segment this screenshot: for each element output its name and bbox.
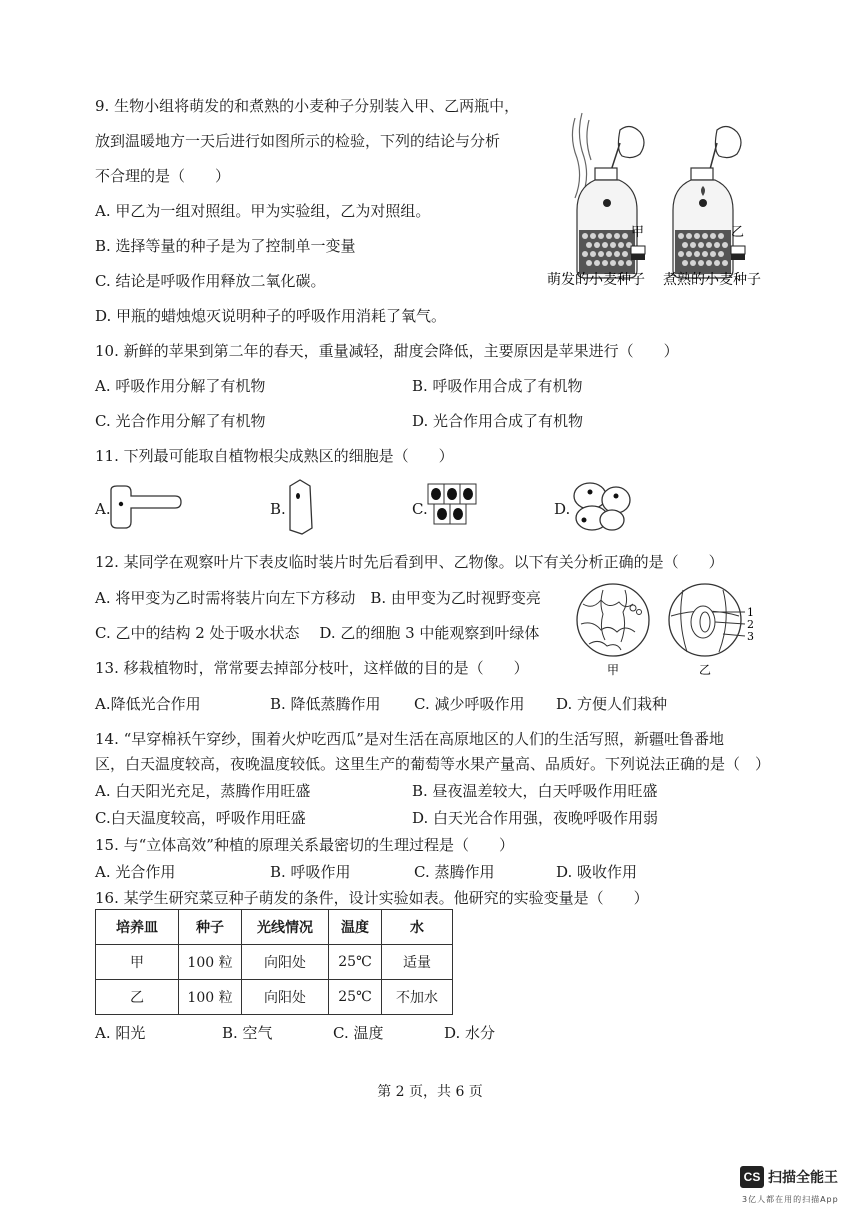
q11-option-b: B. [270,500,286,518]
brand-tagline: 3亿人都在用的扫描App [742,1195,839,1204]
q14-stem-line1: 14. “早穿棉袄午穿纱，围着火炉吃西瓜”是对生活在高原地区的人们的生活写照，新疆吐鲁番地 [95,730,724,748]
q12-microscope-figure [573,582,763,678]
brand-name: 扫描全能王 [768,1170,838,1186]
table-header: 光线情况 [242,910,329,945]
q15-stem: 15. 与“立体高效”种植的原理关系最密切的生理过程是（ ） [95,836,514,854]
table-cell: 25℃ [329,980,382,1015]
q9-stem-line2: 放到温暖地方一天后进行如图所示的检验，下列的结论与分析 [95,132,501,150]
q16-option-b: B. 空气 [222,1024,273,1042]
table-cell: 适量 [382,945,453,980]
q13-stem: 13. 移栽植物时，常常要去掉部分枝叶，这样做的目的是（ ） [95,659,529,677]
q9-option-b: B. 选择等量的种子是为了控制单一变量 [95,237,356,255]
q16-experiment-table [95,909,453,1015]
round-cells-icon [570,480,632,532]
q13-option-b: B. 降低蒸腾作用 [270,695,381,713]
table-cell: 甲 [96,945,179,980]
table-row [96,945,453,980]
q12-stem: 12. 某同学在观察叶片下表皮临时装片时先后看到甲、乙物像。以下有关分析正确的是（ ） [95,553,724,571]
q10-stem: 10. 新鲜的苹果到第二年的春天，重量减轻，甜度会降低，主要原因是苹果进行（ ） [95,342,679,360]
q14-option-a: A. 白天阳光充足，蒸腾作用旺盛 [95,782,311,800]
q16-option-a: A. 阳光 [95,1024,146,1042]
page-number: 第 2 页，共 6 页 [377,1084,483,1100]
q15-option-c: C. 蒸腾作用 [414,863,495,881]
table-header: 温度 [329,910,382,945]
meristem-cells-icon [426,482,480,528]
q9-caption-right: 煮熟的小麦种子 [663,272,761,288]
cooked-seeds-icon [675,230,731,274]
q15-option-b: B. 呼吸作用 [270,863,351,881]
q9-label-jia: 甲 [631,225,645,240]
q10-option-b: B. 呼吸作用合成了有机物 [412,377,583,395]
q9-bottle-figure [545,108,780,293]
q16-option-c: C. 温度 [333,1024,384,1042]
q9-option-c: C. 结论是呼吸作用释放二氧化碳。 [95,272,326,290]
q9-option-d: D. 甲瓶的蜡烛熄灭说明种子的呼吸作用消耗了氧气。 [95,307,447,325]
q11-stem: 11. 下列最可能取自植物根尖成熟区的细胞是（ ） [95,447,454,465]
q14-option-c: C.白天温度较高，呼吸作用旺盛 [95,809,306,827]
q10-option-c: C. 光合作用分解了有机物 [95,412,266,430]
q15-option-a: A. 光合作用 [95,863,176,881]
q12-label-2: 2 [747,618,754,631]
q9-stem-line1: 9. 生物小组将萌发的和煮熟的小麦种子分别装入甲、乙两瓶中， [95,97,520,115]
q12-options-cd: C. 乙中的结构 2 处于吸水状态 D. 乙的细胞 3 中能观察到叶绿体 [95,624,540,642]
q11-option-c: C. [412,500,428,518]
q10-option-a: A. 呼吸作用分解了有机物 [95,377,266,395]
q16-option-d: D. 水分 [444,1024,496,1042]
table-row [96,980,453,1015]
q12-options-ab: A. 将甲变为乙时需将装片向左下方移动 B. 由甲变为乙时视野变亮 [95,589,541,607]
q13-option-c: C. 减少呼吸作用 [414,695,525,713]
q14-stem-line2: 区，白天温度较高，夜晚温度较低。这里生产的葡萄等水果产量高、品质好。下列说法正确的是（ ） [95,755,771,773]
q12-label-1: 1 [747,606,754,619]
germinating-seeds-icon [579,230,635,274]
q13-option-d: D. 方便人们栽种 [556,695,668,713]
camscanner-logo-icon: CS [740,1166,764,1188]
q16-stem: 16. 某学生研究菜豆种子萌发的条件，设计实验如表。他研究的实验变量是（ ） [95,889,649,907]
q11-option-d: D. [554,500,571,518]
q12-label-yi: 乙 [699,663,712,677]
table-cell: 向阳处 [242,980,329,1015]
q9-label-yi: 乙 [731,225,745,240]
q14-option-b: B. 昼夜温差较大，白天呼吸作用旺盛 [412,782,658,800]
elongated-cell-icon [284,478,314,536]
table-header: 水 [382,910,453,945]
table-cell: 不加水 [382,980,453,1015]
table-cell: 向阳处 [242,945,329,980]
q10-option-d: D. 光合作用合成了有机物 [412,412,584,430]
table-header: 培养皿 [96,910,179,945]
table-cell: 25℃ [329,945,382,980]
q13-option-a: A.降低光合作用 [95,695,201,713]
q12-label-jia: 甲 [607,663,620,677]
table-header-row [96,910,453,945]
table-cell: 乙 [96,980,179,1015]
table-cell: 100 粒 [179,945,242,980]
q12-label-3: 3 [747,630,754,643]
q9-option-a: A. 甲乙为一组对照组。甲为实验组，乙为对照组。 [95,202,431,220]
q15-option-d: D. 吸收作用 [556,863,638,881]
q11-option-a: A. [95,500,111,518]
table-header: 种子 [179,910,242,945]
table-cell: 100 粒 [179,980,242,1015]
q14-option-d: D. 白天光合作用强，夜晚呼吸作用弱 [412,809,659,827]
q9-caption-left: 萌发的小麦种子 [547,272,645,288]
root-hair-cell-icon [107,484,185,530]
q9-stem-line3: 不合理的是（ ） [95,167,231,185]
